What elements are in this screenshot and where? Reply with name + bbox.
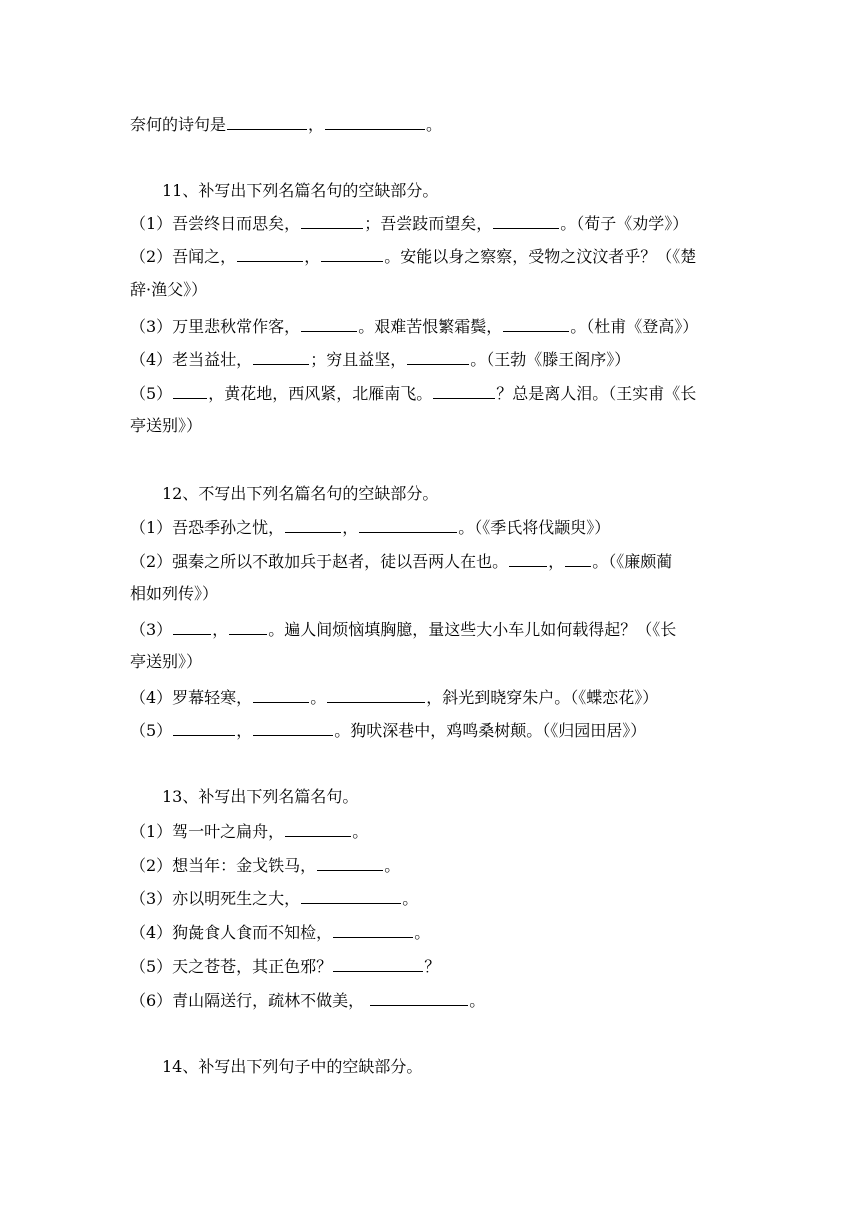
- answer-blank[interactable]: [317, 855, 383, 871]
- text: 。安能以身之察察，受物之汶汶者乎？（《楚: [384, 247, 697, 266]
- answer-blank[interactable]: [407, 349, 469, 365]
- q11-item-1: [130, 213, 740, 234]
- answer-blank[interactable]: [173, 619, 211, 635]
- text: （2）吾闻之，: [130, 247, 237, 266]
- answer-blank[interactable]: [325, 114, 425, 130]
- answer-blank[interactable]: [253, 720, 333, 736]
- text: ，: [236, 721, 253, 740]
- text: 。: [469, 991, 486, 1010]
- text: （2）想当年：金戈铁马，: [130, 856, 317, 875]
- text: （1）驾一叶之扁舟，: [130, 822, 285, 841]
- q13-item-6: [130, 990, 740, 1011]
- text: 。: [310, 688, 327, 707]
- q12-item-2-cont: 相如列传》）: [130, 584, 219, 603]
- q11-item-4: [130, 349, 740, 370]
- q13-item-4: [130, 922, 740, 943]
- answer-blank[interactable]: [370, 990, 468, 1006]
- q11-item-2-cont: 辞·渔父》）: [130, 280, 208, 299]
- text: 。: [426, 115, 443, 134]
- q11-item-3: [130, 316, 740, 337]
- q12-item-3: [130, 619, 740, 640]
- q12-item-1: [130, 517, 740, 538]
- text: （1）吾恐季孙之忧，: [130, 518, 285, 537]
- text: （5）: [130, 384, 173, 403]
- q12-item-3-cont: 亭送别》）: [130, 652, 203, 671]
- text: 。（《廉颇蔺: [592, 552, 673, 571]
- q11-item-5: [130, 383, 740, 404]
- answer-blank[interactable]: [285, 821, 351, 837]
- text: ；吾尝跂而望矣，: [364, 214, 493, 233]
- text: 。: [352, 822, 369, 841]
- q11-item-2: [130, 246, 740, 267]
- text: ，: [308, 115, 325, 134]
- q12-item-4: [130, 687, 740, 708]
- text: （2）强秦之所以不敢加兵于赵者，徒以吾两人在也。: [130, 552, 509, 571]
- text: ，: [342, 518, 359, 537]
- q13-item-1: [130, 821, 740, 842]
- text: （1）吾尝终日而思矣，: [130, 214, 301, 233]
- text: 。艰难苦恨繁霜鬓，: [358, 317, 503, 336]
- answer-blank[interactable]: [173, 720, 235, 736]
- text: ，黄花地，西风紧，北雁南飞。: [208, 384, 433, 403]
- answer-blank[interactable]: [237, 246, 303, 262]
- answer-blank[interactable]: [301, 316, 357, 332]
- question-14-heading: 14、补写出下列句子中的空缺部分。: [162, 1057, 423, 1076]
- text: ，: [212, 620, 229, 639]
- text: （4）狗彘食人食而不知检，: [130, 923, 333, 942]
- answer-blank[interactable]: [227, 114, 307, 130]
- q11-item-5-cont: 亭送别》）: [130, 416, 203, 435]
- q13-item-3: [130, 888, 740, 909]
- text: （3）亦以明死生之大，: [130, 889, 301, 908]
- answer-blank[interactable]: [333, 956, 423, 972]
- question-12-heading: 12、不写出下列名篇名句的空缺部分。: [162, 484, 439, 503]
- answer-blank[interactable]: [173, 383, 207, 399]
- text: 。: [384, 856, 401, 875]
- text: 。遍人间烦恼填胸臆，量这些大小车儿如何载得起？（《长: [268, 620, 677, 639]
- answer-blank[interactable]: [509, 551, 547, 567]
- text: ；穷且益坚，: [310, 350, 407, 369]
- text: ，: [548, 552, 565, 571]
- text: 。: [402, 889, 419, 908]
- answer-blank[interactable]: [493, 213, 559, 229]
- q13-item-2: [130, 855, 740, 876]
- q12-item-5: [130, 720, 740, 741]
- text: （3）: [130, 620, 173, 639]
- text: ？总是离人泪。（王实甫《长: [496, 384, 697, 403]
- question-13-heading: 13、补写出下列名篇名句。: [162, 787, 359, 806]
- text: ？: [424, 957, 441, 976]
- text: ，: [304, 247, 321, 266]
- text: 。（荀子《劝学》）: [560, 214, 689, 233]
- answer-blank[interactable]: [301, 213, 363, 229]
- text: （4）老当益壮，: [130, 350, 253, 369]
- text: （6）青山隔送行，疏林不做美，: [130, 991, 365, 1010]
- answer-blank[interactable]: [301, 888, 401, 904]
- text: （4）罗幕轻寒，: [130, 688, 253, 707]
- answer-blank[interactable]: [229, 619, 267, 635]
- question-11-heading: 11、补写出下列名篇名句的空缺部分。: [162, 181, 439, 200]
- answer-blank[interactable]: [253, 349, 309, 365]
- answer-blank[interactable]: [433, 383, 495, 399]
- q13-item-5: [130, 956, 740, 977]
- text: 奈何的诗句是: [130, 115, 227, 134]
- answer-blank[interactable]: [503, 316, 569, 332]
- text: ，斜光到晓穿朱户。（《蝶恋花》）: [426, 688, 659, 707]
- text: （3）万里悲秋常作客，: [130, 317, 301, 336]
- text: 。狗吠深巷中，鸡鸣桑树颠。（《归园田居》）: [334, 721, 647, 740]
- answer-blank[interactable]: [333, 922, 413, 938]
- answer-blank[interactable]: [321, 246, 383, 262]
- answer-blank[interactable]: [285, 517, 341, 533]
- text: （5）天之苍苍，其正色邪？: [130, 957, 333, 976]
- q12-item-2: [130, 551, 740, 572]
- answer-blank[interactable]: [565, 551, 591, 567]
- text: 。（杜甫《登高》）: [570, 317, 699, 336]
- text: 。: [414, 923, 431, 942]
- continuation-line: [130, 114, 740, 135]
- answer-blank[interactable]: [253, 687, 309, 703]
- text: 。（王勃《滕王阁序》）: [470, 350, 631, 369]
- text: （5）: [130, 721, 173, 740]
- answer-blank[interactable]: [327, 687, 425, 703]
- answer-blank[interactable]: [359, 517, 457, 533]
- text: 。（《季氏将伐颛臾》）: [458, 518, 611, 537]
